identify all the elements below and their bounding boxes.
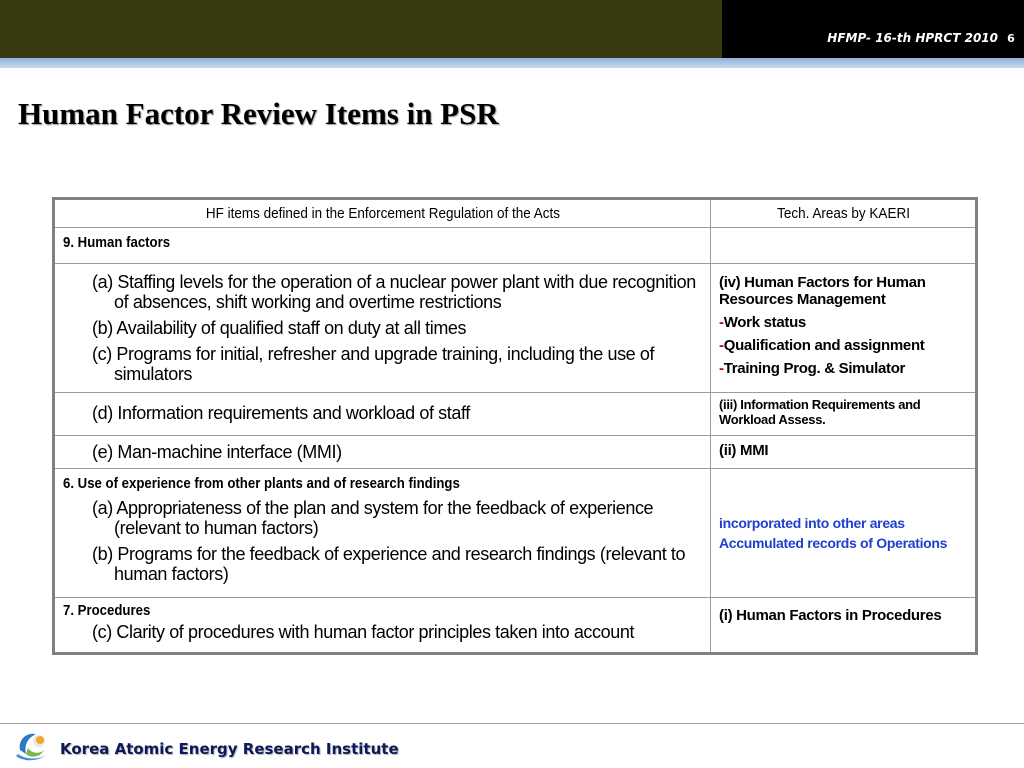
- tech-area-cell: (i) Human Factors in Procedures: [711, 598, 977, 654]
- table-row: [54, 264, 977, 393]
- tech-point: -Qualification and assignment: [719, 337, 925, 354]
- list-item: (a) Appropriateness of the plan and system for the feedback of experience (relevant to human factors): [92, 498, 654, 538]
- section-heading: 6. Use of experience from other plants and of research findings: [63, 475, 460, 492]
- table-header-row: [54, 199, 977, 228]
- section-heading: 9. Human factors: [63, 234, 171, 251]
- tech-area-cell: [711, 264, 977, 393]
- list-item: (d) Information requirements and workload of staff: [92, 403, 470, 423]
- dash-mark: -: [719, 314, 724, 331]
- tech-area-cell: [711, 228, 977, 264]
- tech-area-cell: (iii) Information Requirements and Workload Assess.: [711, 393, 977, 436]
- list-item: (b) Programs for the feedback of experience and research findings (relevant to human factors): [92, 544, 686, 584]
- table-row: [54, 393, 977, 436]
- list-item: (b) Availability of qualified staff on duty at all times: [92, 318, 467, 338]
- tech-area-title: (iv) Human Factors for Human Resources Management: [719, 274, 926, 308]
- table-row: [54, 436, 977, 469]
- list-item: (e) Man-machine interface (MMI): [92, 442, 342, 462]
- dash-mark: -: [719, 360, 724, 377]
- column-header: HF items defined in the Enforcement Regulation of the Acts: [86, 199, 677, 228]
- blue-note: Accumulated records of Operations: [719, 535, 948, 551]
- tech-point: -Training Prog. & Simulator: [719, 360, 906, 377]
- organization-name: Korea Atomic Energy Research Institute: [60, 740, 399, 758]
- tech-area-cell: (ii) MMI: [711, 436, 977, 469]
- section-cell: [54, 264, 711, 393]
- footer-divider: [0, 723, 1024, 724]
- hf-review-table: [52, 197, 978, 655]
- blue-note: incorporated into other areas: [719, 515, 905, 531]
- kaeri-logo-icon: [14, 728, 54, 764]
- list-item: (c) Programs for initial, refresher and upgrade training, including the use of simulators: [92, 344, 655, 384]
- section-cell: [54, 228, 711, 264]
- header-stripe: [0, 58, 1024, 68]
- section-cell: [54, 436, 711, 469]
- slide-title: Human Factor Review Items in PSR: [18, 96, 499, 131]
- section-heading: 7. Procedures: [63, 602, 151, 619]
- tech-point: -Work status: [719, 314, 806, 331]
- list-item: (a) Staffing levels for the operation of a nuclear power plant with due recognition of absences, shift working and overtime restrictions: [92, 272, 696, 312]
- section-cell: [54, 598, 711, 654]
- page-number: 6: [1007, 32, 1015, 45]
- tech-area-cell: [711, 469, 977, 598]
- section-cell: [54, 469, 711, 598]
- list-item: (c) Clarity of procedures with human factor principles taken into account: [92, 622, 635, 642]
- table-row: [54, 469, 977, 598]
- table-row: [54, 598, 977, 654]
- dash-mark: -: [719, 337, 724, 354]
- header-bar-right: [722, 0, 1024, 58]
- section-cell: [54, 393, 711, 436]
- column-header: Tech. Areas by KAERI: [724, 199, 963, 228]
- table-row: [54, 228, 977, 264]
- conference-label: HFMP- 16-th HPRCT 2010: [827, 31, 998, 45]
